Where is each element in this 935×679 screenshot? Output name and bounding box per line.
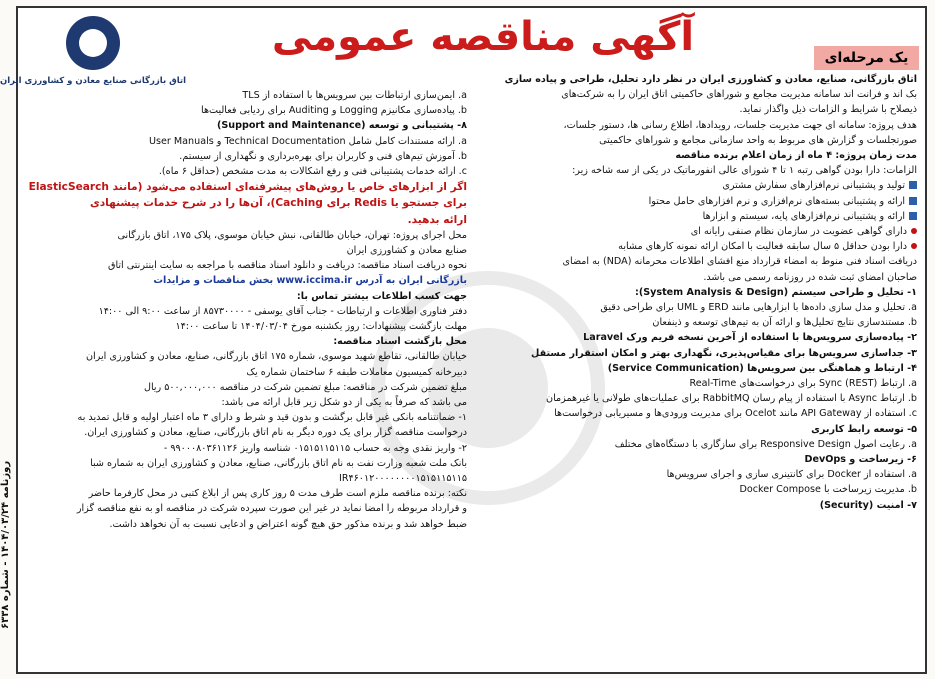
- text-line-content: نحوه دریافت اسناد مناقصه: دریافت و دانلود اسناد مناقصه با مراجعه به سایت اینترنتی اتاق: [108, 260, 467, 272]
- text-line-content: اگر از ابزارهای خاص یا روش‌های پیشرفته‌ای استفاده می‌شود (مانند ElasticSearch: [28, 181, 467, 194]
- text-line-content: a. ارتباط Sync (REST) برای درخواست‌های Real-Time: [689, 378, 917, 390]
- text-line-content: b. ارتباط Async با استفاده از پیام رسان RabbitMQ برای عملیات‌های طولانی یا غیرهمزمان: [546, 393, 917, 405]
- text-line: [477, 102, 917, 117]
- text-line-content: c. ارائه خدمات پشتیبانی فنی و رفع اشکالات به مدت مشخص (حداقل ۶ ماه).: [158, 166, 467, 178]
- circle-bullet-icon: [911, 243, 917, 249]
- text-line: [27, 273, 467, 288]
- text-line-content: ضبط خواهد شد و برنده مذکور حق هیچ گونه اعتراض و ادعایی نسبت به آن نخواهد داشت.: [109, 518, 467, 530]
- newspaper-side-label: [0, 420, 14, 670]
- text-line: [477, 270, 917, 285]
- text-line: [477, 482, 917, 497]
- text-line-content: ۲- پیاده‌سازی سرویس‌ها با استفاده از آخرین نسخه فریم ورک Laravel: [583, 332, 917, 344]
- text-line-content: ارائه بدهید.: [407, 213, 467, 226]
- text-line-content: نکته: برنده مناقصه ملزم است طرف مدت ۵ روز کاری پس از ابلاغ کتبی در محل کارفرما حاضر: [88, 488, 467, 500]
- text-line-content: b. آموزش تیم‌های فنی و کاربران برای بهره‌برداری و نگهداری از سیستم.: [179, 150, 467, 162]
- text-line-content: ۱- تحلیل و طراحی سیستم (System Analysis & Design):: [634, 286, 917, 298]
- text-line: [27, 517, 467, 532]
- text-line-content: صورتجلسات و گزارش های مربوط به واحد سازمانی مجامع و شوراهای حاکمیتی: [599, 134, 917, 146]
- text-line: [477, 452, 917, 467]
- text-line: [27, 212, 467, 228]
- text-line: [477, 72, 917, 87]
- text-line-content: a. رعایت اصول Responsive Design برای سازگاری با دستگاه‌های مختلف: [614, 438, 917, 450]
- text-line: [477, 239, 917, 254]
- text-line-content: مبلغ تضمین شرکت در مناقصه: مبلغ تضمین شرکت در مناقصه ۵۰۰,۰۰۰,۰۰۰ ریال: [143, 381, 467, 393]
- text-line: [27, 441, 467, 456]
- text-line-content: دریافت اسناد فنی منوط به امضاء قرارداد منع افشای اطلاعات محرمانه (NDA) به امضای: [562, 256, 917, 268]
- text-line-content: c. استفاده از API Gateway مانند Ocelot برای مدیریت ورودی‌ها و مسیریابی درخواست‌ها: [554, 408, 917, 420]
- text-line-content: برای جستجو یا Redis برای Caching)، آن‌ها را در شرح خدمات پیشنهادی: [89, 197, 467, 210]
- text-line: [477, 330, 917, 345]
- text-line-content: ۶- زیرساخت و DevOps: [804, 454, 917, 466]
- text-line-content: ۵- توسعه رابط کاربری: [811, 423, 917, 435]
- text-line: [27, 319, 467, 334]
- text-line: [27, 365, 467, 380]
- text-line: [27, 88, 467, 103]
- text-line: [477, 422, 917, 437]
- text-line-content: جهت کسب اطلاعات بیشتر تماس با:: [296, 290, 467, 302]
- text-line: [27, 471, 467, 486]
- side-label-date: ۱۴۰۴/۰۳/۲۴ - شماره ۶۳۳۸: [0, 501, 11, 630]
- text-line: [27, 118, 467, 133]
- text-line: [477, 133, 917, 148]
- text-line-content: a. ایمن‌سازی ارتباطات بین سرویس‌ها با استفاده از TLS: [242, 90, 467, 101]
- text-line: [27, 228, 467, 243]
- text-line: [477, 406, 917, 421]
- text-line: [477, 194, 917, 209]
- text-line: [477, 437, 917, 452]
- left-column: [27, 88, 467, 532]
- side-label-prefix: روزنامه: [0, 460, 11, 502]
- text-line: [27, 149, 467, 164]
- text-line-content: a. استفاده از Docker برای کانتینری سازی و اجرای سرویس‌ها: [666, 469, 917, 481]
- text-line: [477, 300, 917, 315]
- text-line-content: می باشد که صرفاً به یکی از دو شکل زیر قابل ارائه می باشد:: [221, 397, 467, 409]
- text-line: [477, 498, 917, 513]
- text-line: [27, 395, 467, 410]
- circle-bullet-icon: [911, 228, 917, 234]
- text-line-content: بک اند و فرانت اند سامانه مدیریت مجامع و شوراهای حاکمیتی اتاق ایران را به شرکت‌های: [561, 89, 917, 101]
- text-line-content: صنایع معادن و کشاورزی ایران: [346, 245, 467, 257]
- text-line: [27, 304, 467, 319]
- text-line: [477, 315, 917, 330]
- text-line-content: دارا بودن حداقل ۵ سال سابقه فعالیت با امکان ارائه نمونه کارهای مشابه: [618, 241, 907, 253]
- text-line: [27, 410, 467, 425]
- text-line: [27, 258, 467, 273]
- text-line: [27, 425, 467, 440]
- text-line: [27, 134, 467, 149]
- text-line-content: تولید و پشتیبانی نرم‌افزارهای سفارش مشتری: [722, 180, 905, 192]
- text-line-content: ۴- ارتباط و هماهنگی بین سرویس‌ها (Service Communication): [607, 362, 917, 374]
- text-line-content: دفتر فناوری اطلاعات و ارتباطات - جناب آقای یوسفی - ۸۵۷۳۰۰۰۰ از ساعت ۹:۰۰ الی ۱۴:۰۰: [98, 305, 467, 317]
- text-line: [477, 376, 917, 391]
- ad-title: آگهی مناقصه عمومی: [271, 14, 695, 60]
- text-line-content: ۷- امنیت (Security): [819, 499, 917, 511]
- text-line-content: b. مدیریت زیرساخت با Docker Compose: [739, 484, 917, 496]
- text-line-content: اتاق بازرگانی، صنایع، معادن و کشاورزی ایران در نظر دارد تحلیل، طراحی و پیاده سازی: [504, 74, 917, 85]
- text-line: [27, 103, 467, 118]
- text-line-content: دبیرخانه کمیسیون معاملات طبقه ۶ ساختمان شماره یک: [246, 366, 467, 378]
- square-bullet-icon: [909, 212, 917, 220]
- text-line-content: ۱- ضمانتنامه بانکی غیر قابل برگشت و بدون قید و شرط و دارای ۳ ماه اعتبار اولیه و قابل تمدید به: [77, 412, 467, 424]
- text-line-content: خیابان طالقانی، تقاطع شهید موسوی، شماره ۱۷۵ اتاق بازرگانی، صنایع، معادن و کشاورزی ایران: [85, 351, 467, 363]
- text-line: [27, 486, 467, 501]
- text-line-content: درخواست مناقصه گزار برای یک دوره دیگر به نام اتاق بازرگانی، صنایع، معادن و کشاورزی ایران.: [84, 427, 467, 439]
- text-line: [477, 346, 917, 361]
- text-line-content: a. ارائه مستندات کامل شامل Technical Documentation و User Manuals: [148, 135, 467, 147]
- square-bullet-icon: [909, 197, 917, 205]
- text-line-content: b. پیاده‌سازی مکانیزم Logging و Auditing برای ردیابی فعالیت‌ها: [201, 105, 467, 117]
- text-line: [27, 456, 467, 471]
- text-line-content: ۸- پشتیبانی و توسعه (Support and Maintenance): [216, 120, 467, 132]
- text-line-content: محل بازگشت اسناد مناقصه:: [333, 336, 467, 348]
- text-line-content: ذیصلاح با شرایط و الزامات ذیل واگذار نماید.: [739, 104, 917, 116]
- text-line-content[interactable]: بازرگانی ایران به آدرس www.iccima.ir بخش مناقصات و مزایدات: [153, 275, 467, 287]
- chamber-emblem-icon: [66, 16, 120, 70]
- text-line: [477, 254, 917, 269]
- text-line: [477, 391, 917, 406]
- text-line-content: ۳- جداسازی سرویس‌ها برای مقیاس‌پذیری، نگهداری بهتر و امکان استقرار مستقل: [531, 347, 917, 359]
- text-line: [27, 179, 467, 195]
- text-line-content: دارای گواهی عضویت در سازمان نظام صنفی رایانه ای: [690, 226, 907, 238]
- text-line: [477, 163, 917, 178]
- text-line-content: صاحبان امضای ثبت شده در روزنامه رسمی می باشد.: [703, 271, 917, 283]
- text-line: [477, 118, 917, 133]
- text-line-content: IR۴۶۰۱۲۰۰۰۰۰۰۰۰۱۵۱۵۱۱۵۱۱۵: [338, 473, 467, 485]
- text-line: [27, 289, 467, 304]
- text-line: [27, 380, 467, 395]
- text-line-content: مهلت بازگشت پیشنهادات: روز یکشنبه مورخ ۱۴۰۴/۰۳/۰۴ تا ساعت ۱۴:۰۰: [175, 321, 467, 333]
- text-line: [27, 195, 467, 211]
- tender-type-badge: یک مرحله‌ای: [814, 46, 919, 70]
- org-name: اتاق بازرگانی صنایع معادن و کشاورزی ایران: [0, 76, 186, 86]
- text-line: [477, 224, 917, 239]
- text-line: [27, 164, 467, 179]
- text-line: [477, 361, 917, 376]
- text-line-content: ارائه و پشتیبانی نرم‌افزارهای پایه، سیستم و ابزارها: [702, 210, 905, 222]
- text-line: [27, 349, 467, 364]
- text-line-content: مدت زمان پروژه: ۴ ماه از زمان اعلام برنده مناقصه: [675, 150, 917, 162]
- text-line-content: هدف پروژه: سامانه ای جهت مدیریت جلسات، رویدادها، اطلاع رسانی ها، دستور جلسات،: [563, 119, 917, 131]
- text-line-content: a. تحلیل و مدل سازی داده‌ها با ابزارهایی مانند ERD و UML برای طراحی دقیق: [600, 302, 917, 314]
- text-line: [477, 148, 917, 163]
- text-line-content: b. مستندسازی نتایج تحلیل‌ها و ارائه آن به تیم‌های توسعه و ذینفعان: [652, 317, 917, 329]
- text-line-content: محل اجرای پروژه: تهران، خیابان طالقانی، نبش خیابان موسوی، پلاک ۱۷۵، اتاق بازرگانی: [117, 229, 467, 241]
- text-line-content: و قرارداد مربوطه را امضا نماید در غیر این صورت سپرده شرکت در مناقصه او به نفع مناقصه گزار: [76, 503, 467, 515]
- text-line: [477, 467, 917, 482]
- text-line-content: ارائه و پشتیبانی بسته‌های نرم‌افزاری و نرم افزارهای حامل محتوا: [648, 195, 905, 207]
- text-line: [477, 87, 917, 102]
- text-line: [27, 501, 467, 516]
- square-bullet-icon: [909, 181, 917, 189]
- text-line: [477, 178, 917, 193]
- text-line: [477, 285, 917, 300]
- text-line-content: ۲- واریز نقدی وجه به حساب ۰۱۵۱۵۱۱۵۱۱۵ شناسه واریز ۹۹۰۰۰۸۰۳۶۱۱۲۶ -: [163, 442, 467, 454]
- right-column: [477, 72, 917, 513]
- text-line: [27, 334, 467, 349]
- text-line: [27, 243, 467, 258]
- text-line-content: بانک ملت شعبه وزارت نفت به نام اتاق بازرگانی، صنایع، معادن و کشاورزی ایران به شماره شبا: [90, 457, 467, 469]
- text-line: [477, 209, 917, 224]
- text-line-content: الزامات: دارا بودن گواهی رتبه ۱ تا ۴ شورای عالی انفورماتیک در یکی از سه شاخه زیر:: [572, 165, 917, 177]
